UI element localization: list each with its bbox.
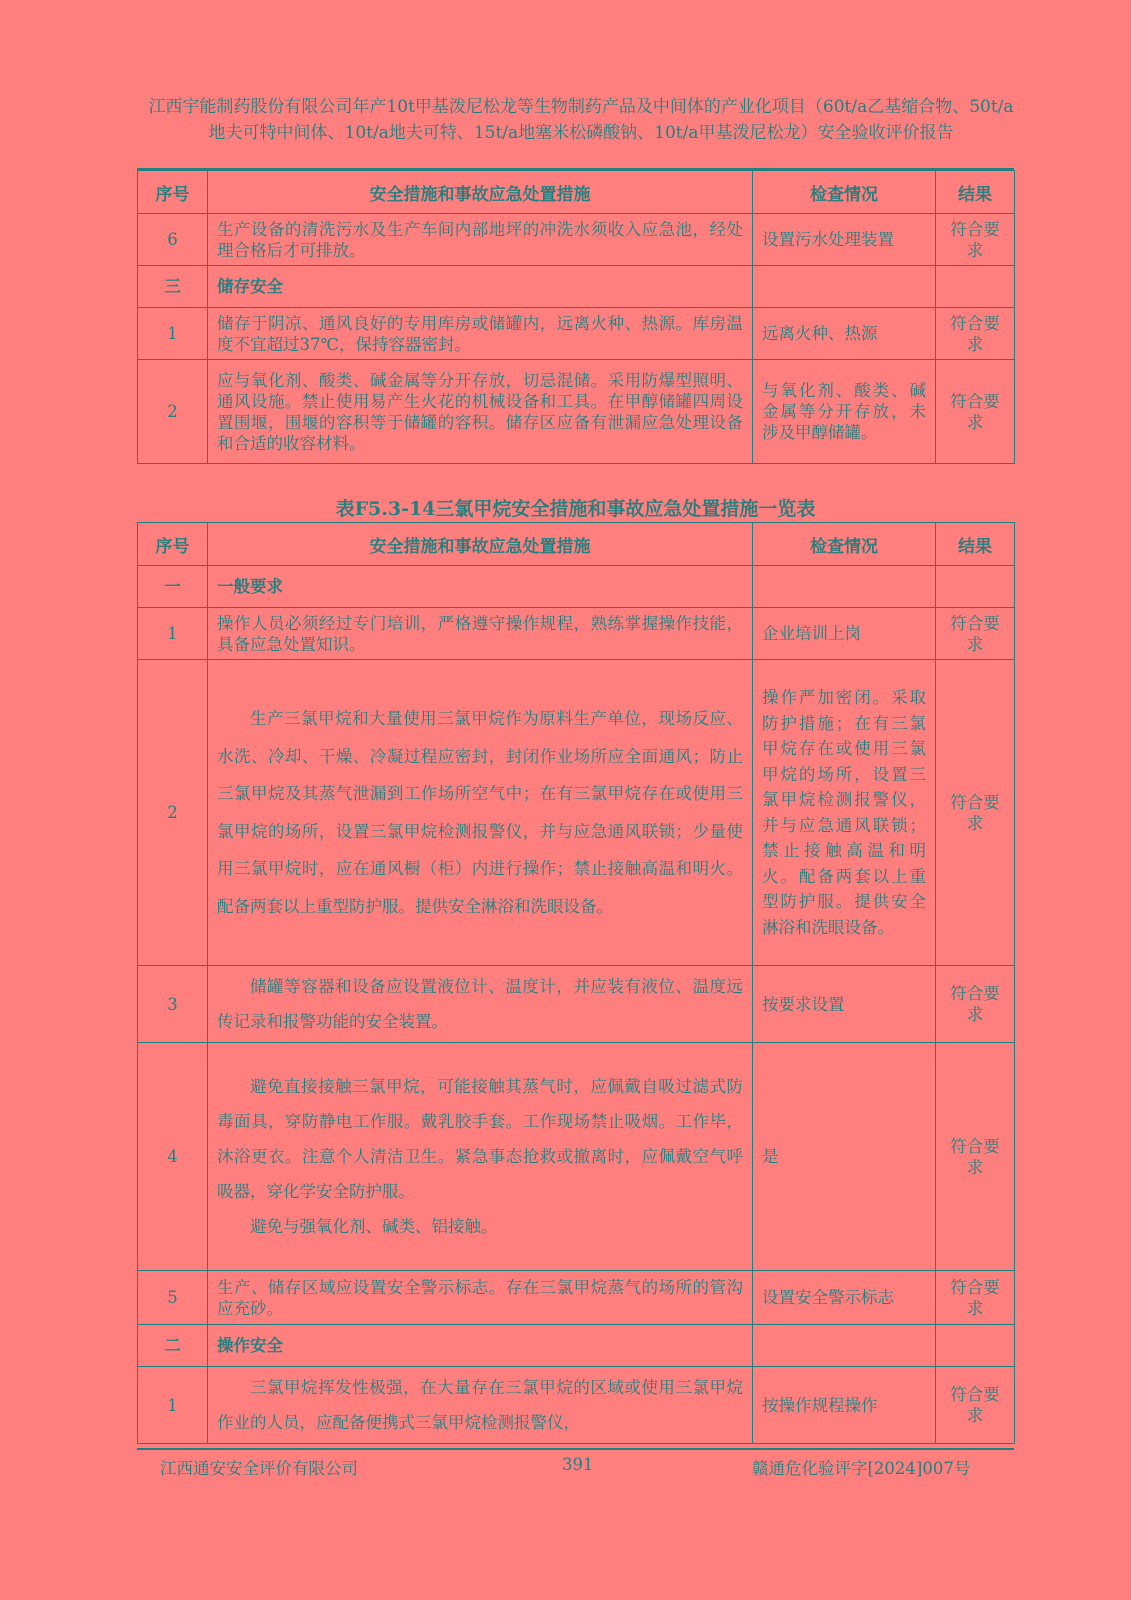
row-result: 符合要求 xyxy=(936,608,1015,660)
table-title: 表F5.3-14三氯甲烷安全措施和事故应急处置措施一览表 xyxy=(335,498,816,520)
row-result xyxy=(936,566,1015,608)
col-header-check: 检查情况 xyxy=(753,523,936,566)
table-row xyxy=(138,660,1015,966)
row-measure: 应与氧化剂、酸类、碱金属等分开存放，切忌混储。采用防爆型照明、通风设施。禁止使用易产生火花的机械设备和工具。在甲醇储罐四周设置围堰，围堰的容积等于储罐的容积。储存区应备有泄漏应急处理设备和合适的收容材料。 xyxy=(208,360,753,464)
section-title: 储存安全 xyxy=(208,266,753,308)
row-no: 3 xyxy=(138,966,208,1043)
table-row xyxy=(138,608,1015,660)
table-storage-measures xyxy=(137,170,1015,464)
table-row xyxy=(138,1043,1015,1271)
row-result: 符合要求 xyxy=(936,1043,1015,1271)
col-header-check: 检查情况 xyxy=(753,171,936,214)
row-measure: 生产设备的清洗污水及生产车间内部地坪的冲洗水须收入应急池，经处理合格后才可排放。 xyxy=(208,214,753,266)
table-chloroform-measures xyxy=(137,522,1015,1444)
row-check xyxy=(753,266,936,308)
row-result: 符合要求 xyxy=(936,1367,1015,1444)
row-measure: 生产三氯甲烷和大量使用三氯甲烷作为原料生产单位，现场反应、水洗、冷却、干燥、冷凝过程应密封，封闭作业场所应全面通风；防止三氯甲烷及其蒸气泄漏到工作场所空气中；在有三氯甲烷存在或使用三氯甲烷的场所，设置三氯甲烷检测报警仪，并与应急通风联锁；少量使用三氯甲烷时，应在通风橱（柜）内进行操作；禁止接触高温和明火。配备两套以上重型防护服。提供安全淋浴和洗眼设备。 xyxy=(208,660,753,966)
col-header-result: 结果 xyxy=(936,171,1015,214)
row-measure: 操作人员必须经过专门培训，严格遵守操作规程，熟练掌握操作技能，具备应急处置知识。 xyxy=(208,608,753,660)
row-check xyxy=(753,1325,936,1367)
row-result: 符合要求 xyxy=(936,360,1015,464)
row-check: 设置安全警示标志 xyxy=(753,1271,936,1325)
section-title: 操作安全 xyxy=(208,1325,753,1367)
section-no: 一 xyxy=(138,566,208,608)
row-check: 按操作规程操作 xyxy=(753,1367,936,1444)
row-result: 符合要求 xyxy=(936,1271,1015,1325)
footer-doc-number: 赣通危化验评字[2024]007号 xyxy=(752,1459,971,1478)
section-no: 三 xyxy=(138,266,208,308)
row-measure: 生产、储存区域应设置安全警示标志。存在三氯甲烷蒸气的场所的管沟应充砂。 xyxy=(208,1271,753,1325)
section-row xyxy=(138,566,1015,608)
row-result: 符合要求 xyxy=(936,966,1015,1043)
running-header: 江西宇能制药股份有限公司年产10t甲基泼尼松龙等生物制药产品及中间体的产业化项目（60t/a乙基缩合物、50t/a地夫可特中间体、10t/a地夫可特、15t/a地塞米松磷酸钠、10t/a甲基泼尼松龙）安全验收评价报告 xyxy=(148,97,1014,143)
col-header-no: 序号 xyxy=(138,171,208,214)
row-result: 符合要求 xyxy=(936,214,1015,266)
page-number: 391 xyxy=(562,1455,594,1474)
row-check: 企业培训上岗 xyxy=(753,608,936,660)
row-no: 1 xyxy=(138,1367,208,1444)
row-no: 2 xyxy=(138,660,208,966)
row-measure: 储存于阴凉、通风良好的专用库房或储罐内，远离火种、热源。库房温度不宜超过37℃，保持容器密封。 xyxy=(208,308,753,360)
section-no: 二 xyxy=(138,1325,208,1367)
row-measure xyxy=(208,1043,753,1271)
col-header-measure: 安全措施和事故应急处置措施 xyxy=(208,171,753,214)
section-row xyxy=(138,1325,1015,1367)
row-measure: 三氯甲烷挥发性极强，在大量存在三氯甲烷的区域或使用三氯甲烷作业的人员，应配备便携式三氯甲烷检测报警仪， xyxy=(208,1367,753,1444)
row-result: 符合要求 xyxy=(936,308,1015,360)
row-check: 与氧化剂、酸类、碱金属等分开存放，未涉及甲醇储罐。 xyxy=(753,360,936,464)
col-header-result: 结果 xyxy=(936,523,1015,566)
row-measure: 储罐等容器和设备应设置液位计、温度计，并应装有液位、温度远传记录和报警功能的安全装置。 xyxy=(208,966,753,1043)
footer-company: 江西通安安全评价有限公司 xyxy=(160,1459,358,1478)
row-no: 5 xyxy=(138,1271,208,1325)
row-check: 远离火种、热源 xyxy=(753,308,936,360)
row-no: 2 xyxy=(138,360,208,464)
table-row xyxy=(138,966,1015,1043)
measure-paragraph: 避免直接接触三氯甲烷，可能接触其蒸气时，应佩戴自吸过滤式防毒面具，穿防静电工作服。戴乳胶手套。工作现场禁止吸烟。工作毕，沐浴更衣。注意个人清洁卫生。紧急事态抢救或撤离时，应佩戴空气呼吸器，穿化学安全防护服。 xyxy=(217,1077,743,1201)
row-no: 1 xyxy=(138,608,208,660)
table-header-row xyxy=(138,171,1015,214)
row-check: 操作严加密闭。采取防护措施；在有三氯甲烷存在或使用三氯甲烷的场所，设置三氯甲烷检测报警仪，并与应急通风联锁；禁止接触高温和明火。配备两套以上重型防护服。提供安全淋浴和洗眼设备。 xyxy=(753,660,936,966)
footer-rule xyxy=(137,1448,1014,1450)
table-row xyxy=(138,214,1015,266)
row-no: 4 xyxy=(138,1043,208,1271)
col-header-measure: 安全措施和事故应急处置措施 xyxy=(208,523,753,566)
row-result xyxy=(936,1325,1015,1367)
row-result: 符合要求 xyxy=(936,660,1015,966)
row-check: 设置污水处理装置 xyxy=(753,214,936,266)
row-no: 6 xyxy=(138,214,208,266)
table-header-row xyxy=(138,523,1015,566)
col-header-no: 序号 xyxy=(138,523,208,566)
row-result xyxy=(936,266,1015,308)
row-check xyxy=(753,566,936,608)
section-row xyxy=(138,266,1015,308)
measure-paragraph: 避免与强氧化剂、碱类、铝接触。 xyxy=(250,1217,498,1236)
row-check: 是 xyxy=(753,1043,936,1271)
row-check: 按要求设置 xyxy=(753,966,936,1043)
section-title: 一般要求 xyxy=(208,566,753,608)
table-row xyxy=(138,1367,1015,1444)
table-row xyxy=(138,360,1015,464)
table-row xyxy=(138,308,1015,360)
row-no: 1 xyxy=(138,308,208,360)
table-row xyxy=(138,1271,1015,1325)
